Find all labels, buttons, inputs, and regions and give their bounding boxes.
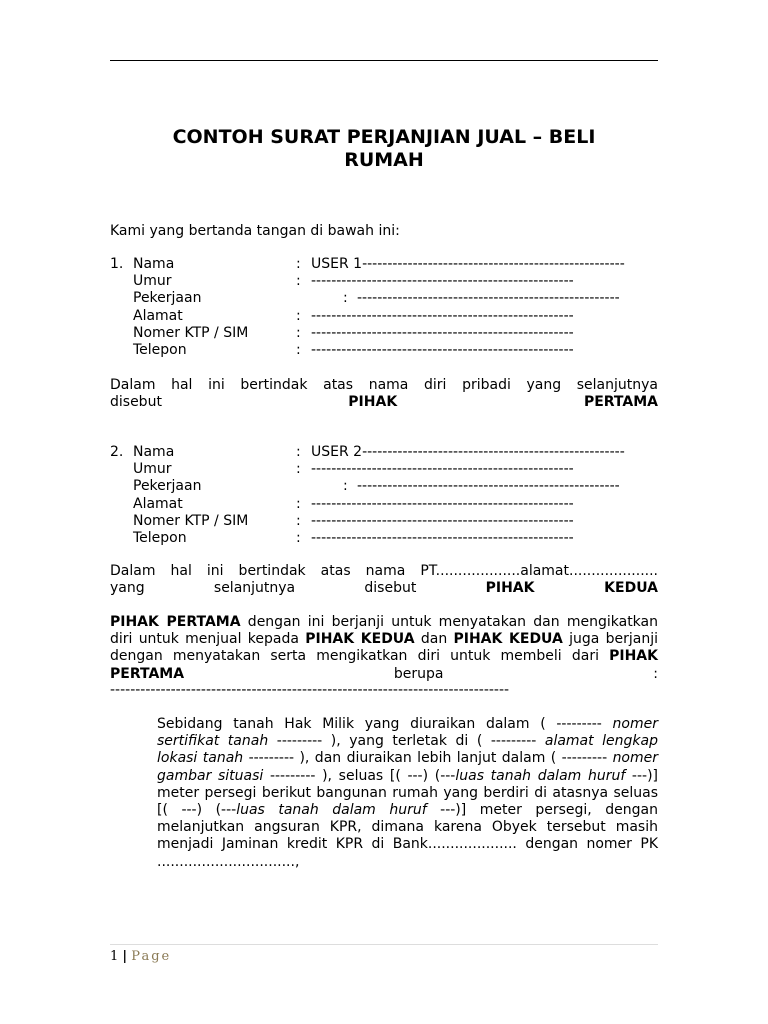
field-label: Nomer KTP / SIM	[133, 324, 249, 341]
field-label: Nomer KTP / SIM	[133, 512, 249, 529]
party-role-label: PIHAK KEDUA	[453, 631, 563, 648]
field-value: ----------------------------------------------------	[357, 478, 620, 495]
field-label: Alamat	[133, 495, 183, 512]
placeholder-hint: nomer sertifikat tanah	[157, 716, 658, 750]
placeholder-hint: nomer gambar situasi	[157, 750, 659, 784]
party-role-label: PIHAK KEDUA	[485, 580, 658, 597]
agreement-text: dan	[414, 631, 454, 648]
field-value: USER 2----------------------------------------------------	[311, 444, 625, 460]
party-role-label: PIHAK KEDUA	[305, 631, 415, 648]
statement-text: Dalam hal ini bertindak atas nama diri pribadi yang selanjutnya	[110, 377, 658, 393]
intro-text: Kami yang bertanda tangan di bawah ini:	[110, 223, 400, 239]
field-colon: :	[296, 341, 301, 358]
field-row	[110, 461, 670, 478]
statement-prefix: yang selanjutnya disebut	[110, 580, 486, 597]
party-number: 1.	[110, 256, 124, 272]
field-value: USER 1----------------------------------------------------	[311, 256, 625, 272]
party-role-label: PIHAK PERTAMA	[110, 614, 241, 630]
dashed-separator: -------------------------------------------------------------------------------	[110, 682, 510, 698]
description-text: ---)] meter persegi berikut bangunan rumah yang berdiri di atasnya seluas [( ---) (---	[157, 767, 659, 819]
party-role-label: PIHAK PERTAMA	[110, 648, 658, 682]
field-label: Telepon	[133, 529, 187, 546]
field-row	[110, 496, 670, 513]
party-number: 2.	[110, 444, 124, 460]
placeholder-hint: alamat lengkap lokasi tanah	[157, 733, 658, 767]
party-role-label: PIHAK PERTAMA	[348, 394, 658, 411]
field-row	[110, 478, 670, 495]
field-colon: :	[296, 307, 301, 324]
field-label: Umur	[133, 461, 172, 478]
field-label: Telepon	[133, 341, 187, 358]
field-colon: :	[296, 444, 301, 460]
agreement-text: dengan ini berjanji untuk menyatakan dan mengikatkan diri untuk menjual kepada	[110, 614, 658, 648]
field-colon: :	[296, 529, 301, 546]
footer-rule	[110, 944, 658, 945]
field-row	[110, 444, 670, 461]
statement-prefix: disebut	[110, 394, 349, 411]
description-text: ---)] meter persegi, dengan melanjutkan angsuran KPR, dimana karena Obyek tersebut masih menjadi Jaminan kredit KPR di Bank.................... dengan nomer PK ...............................,	[157, 802, 658, 870]
field-colon: :	[296, 324, 301, 341]
field-label: Pekerjaan	[133, 290, 202, 307]
field-value: ----------------------------------------------------	[311, 461, 574, 478]
placeholder-hint: luas tanah dalam huruf	[455, 767, 626, 784]
field-row	[110, 342, 670, 359]
agreement-text: berupa :	[184, 665, 658, 682]
placeholder-hint: luas tanah dalam huruf	[236, 802, 427, 819]
page-number: 1	[110, 949, 119, 964]
description-text: Sebidang tanah Hak Milik yang diuraikan dalam ( ---------	[157, 716, 613, 732]
field-value: ----------------------------------------------------	[311, 324, 574, 341]
field-label: Nama	[133, 444, 175, 460]
title-line-1: CONTOH SURAT PERJANJIAN JUAL – BELI	[172, 126, 596, 148]
field-value: ----------------------------------------------------	[311, 341, 574, 358]
field-row	[110, 325, 670, 342]
page-footer	[110, 948, 171, 965]
field-colon: :	[296, 512, 301, 529]
field-row	[110, 273, 670, 290]
field-row	[110, 308, 670, 325]
field-colon: :	[296, 273, 301, 290]
header-rule	[110, 60, 658, 61]
field-label: Nama	[133, 256, 175, 272]
description-text: --------- ), seluas [( ---) (---	[263, 767, 456, 784]
party-1-fields	[110, 256, 670, 359]
field-colon: :	[296, 495, 301, 512]
property-description	[157, 716, 658, 871]
footer-separator: |	[122, 949, 128, 964]
party-1-statement	[110, 377, 658, 411]
field-row	[110, 530, 670, 547]
field-label: Pekerjaan	[133, 478, 202, 495]
field-row	[110, 256, 670, 273]
field-colon: :	[343, 290, 348, 307]
field-colon: :	[343, 478, 348, 495]
agreement-text: juga berjanji dengan menyatakan serta mengikatkan diri untuk membeli dari	[110, 631, 658, 665]
field-value: ----------------------------------------------------	[311, 307, 574, 324]
field-value: ----------------------------------------------------	[357, 290, 620, 307]
field-label: Alamat	[133, 307, 183, 324]
field-row	[110, 290, 670, 307]
party-2-fields	[110, 444, 670, 547]
document-title	[110, 126, 658, 172]
statement-text: Dalam hal ini bertindak atas nama PT...................alamat....................	[110, 563, 658, 579]
field-value: ----------------------------------------------------	[311, 529, 574, 546]
party-2-statement	[110, 563, 658, 597]
field-value: ----------------------------------------------------	[311, 512, 574, 529]
field-row	[110, 513, 670, 530]
field-label: Umur	[133, 273, 172, 290]
field-colon: :	[296, 461, 301, 478]
field-value: ----------------------------------------------------	[311, 495, 574, 512]
description-text: --------- ), yang terletak di ( ---------	[268, 733, 545, 750]
page-label: Page	[131, 949, 172, 964]
field-value: ----------------------------------------------------	[311, 273, 574, 290]
field-colon: :	[296, 256, 301, 272]
title-line-2: RUMAH	[344, 149, 424, 171]
agreement-paragraph	[110, 614, 658, 683]
description-text: --------- ), dan diuraikan lebih lanjut dalam ( ---------	[243, 750, 613, 767]
